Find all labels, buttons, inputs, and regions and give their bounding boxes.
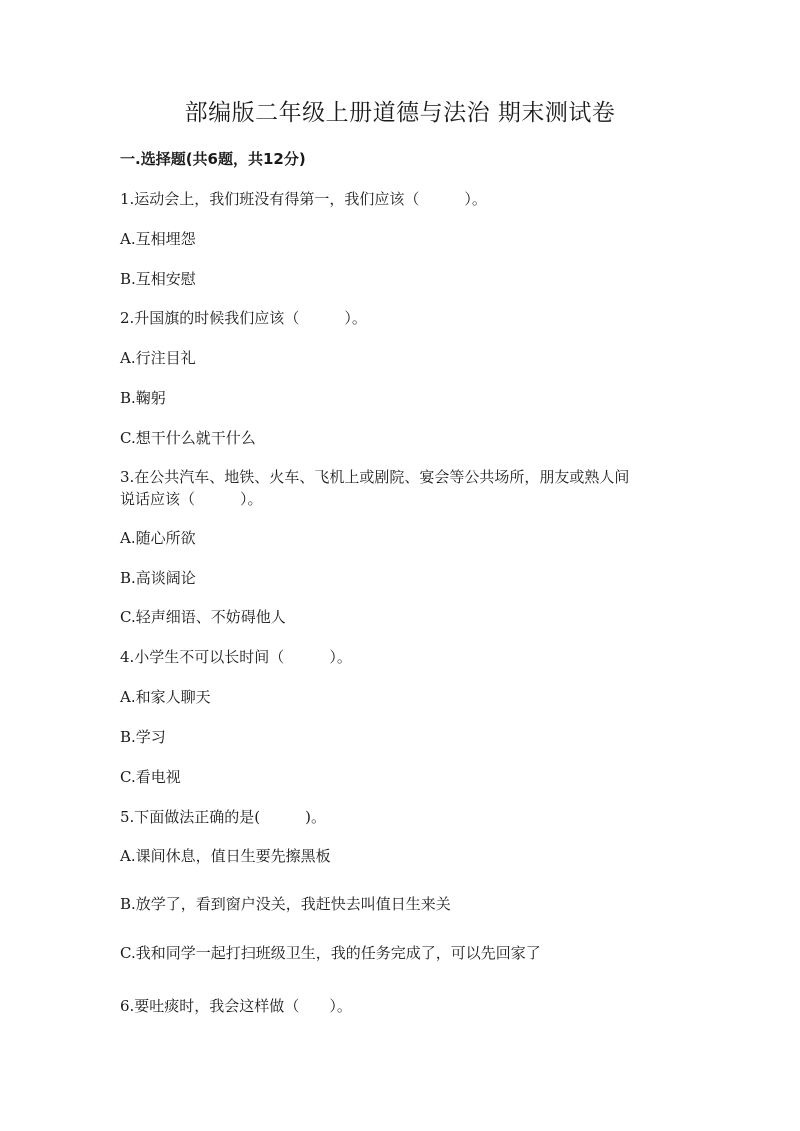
question-3-stem-line-2: 说话应该（ ）。 (120, 490, 263, 508)
question-5-option-a: A.课间休息，值日生要先擦黑板 (120, 847, 331, 865)
question-2-stem: 2.升国旗的时候我们应该（ ）。 (120, 309, 367, 327)
exam-title: 部编版二年级上册道德与法治 期末测试卷 (184, 100, 616, 126)
question-4-stem: 4.小学生不可以长时间（ ）。 (120, 648, 352, 666)
question-4-option-c: C.看电视 (120, 768, 181, 786)
question-1-option-a: A.互相埋怨 (120, 230, 196, 248)
section-heading: 一.选择题(共6题，共12分) (120, 150, 306, 168)
question-3-option-c: C.轻声细语、不妨碍他人 (120, 608, 286, 626)
question-3-option-a: A.随心所欲 (120, 529, 196, 547)
question-1-stem: 1.运动会上，我们班没有得第一，我们应该（ ）。 (120, 190, 487, 208)
question-6-stem: 6.要吐痰时，我会这样做（ ）。 (120, 997, 352, 1015)
question-5-option-b: B.放学了，看到窗户没关，我赶快去叫值日生来关 (120, 895, 451, 913)
question-1-option-b: B.互相安慰 (120, 270, 196, 288)
question-3-stem-line-1: 3.在公共汽车、地铁、火车、飞机上或剧院、宴会等公共场所，朋友或熟人间 (120, 468, 630, 486)
question-2-option-b: B.鞠躬 (120, 389, 166, 407)
question-5-stem: 5.下面做法正确的是( )。 (120, 808, 327, 826)
question-4-option-a: A.和家人聊天 (120, 688, 211, 706)
question-4-option-b: B.学习 (120, 728, 166, 746)
question-2-option-c: C.想干什么就干什么 (120, 429, 256, 447)
question-5-option-c: C.我和同学一起打扫班级卫生，我的任务完成了，可以先回家了 (120, 944, 541, 962)
question-3-option-b: B.高谈阔论 (120, 569, 196, 587)
question-2-option-a: A.行注目礼 (120, 349, 196, 367)
